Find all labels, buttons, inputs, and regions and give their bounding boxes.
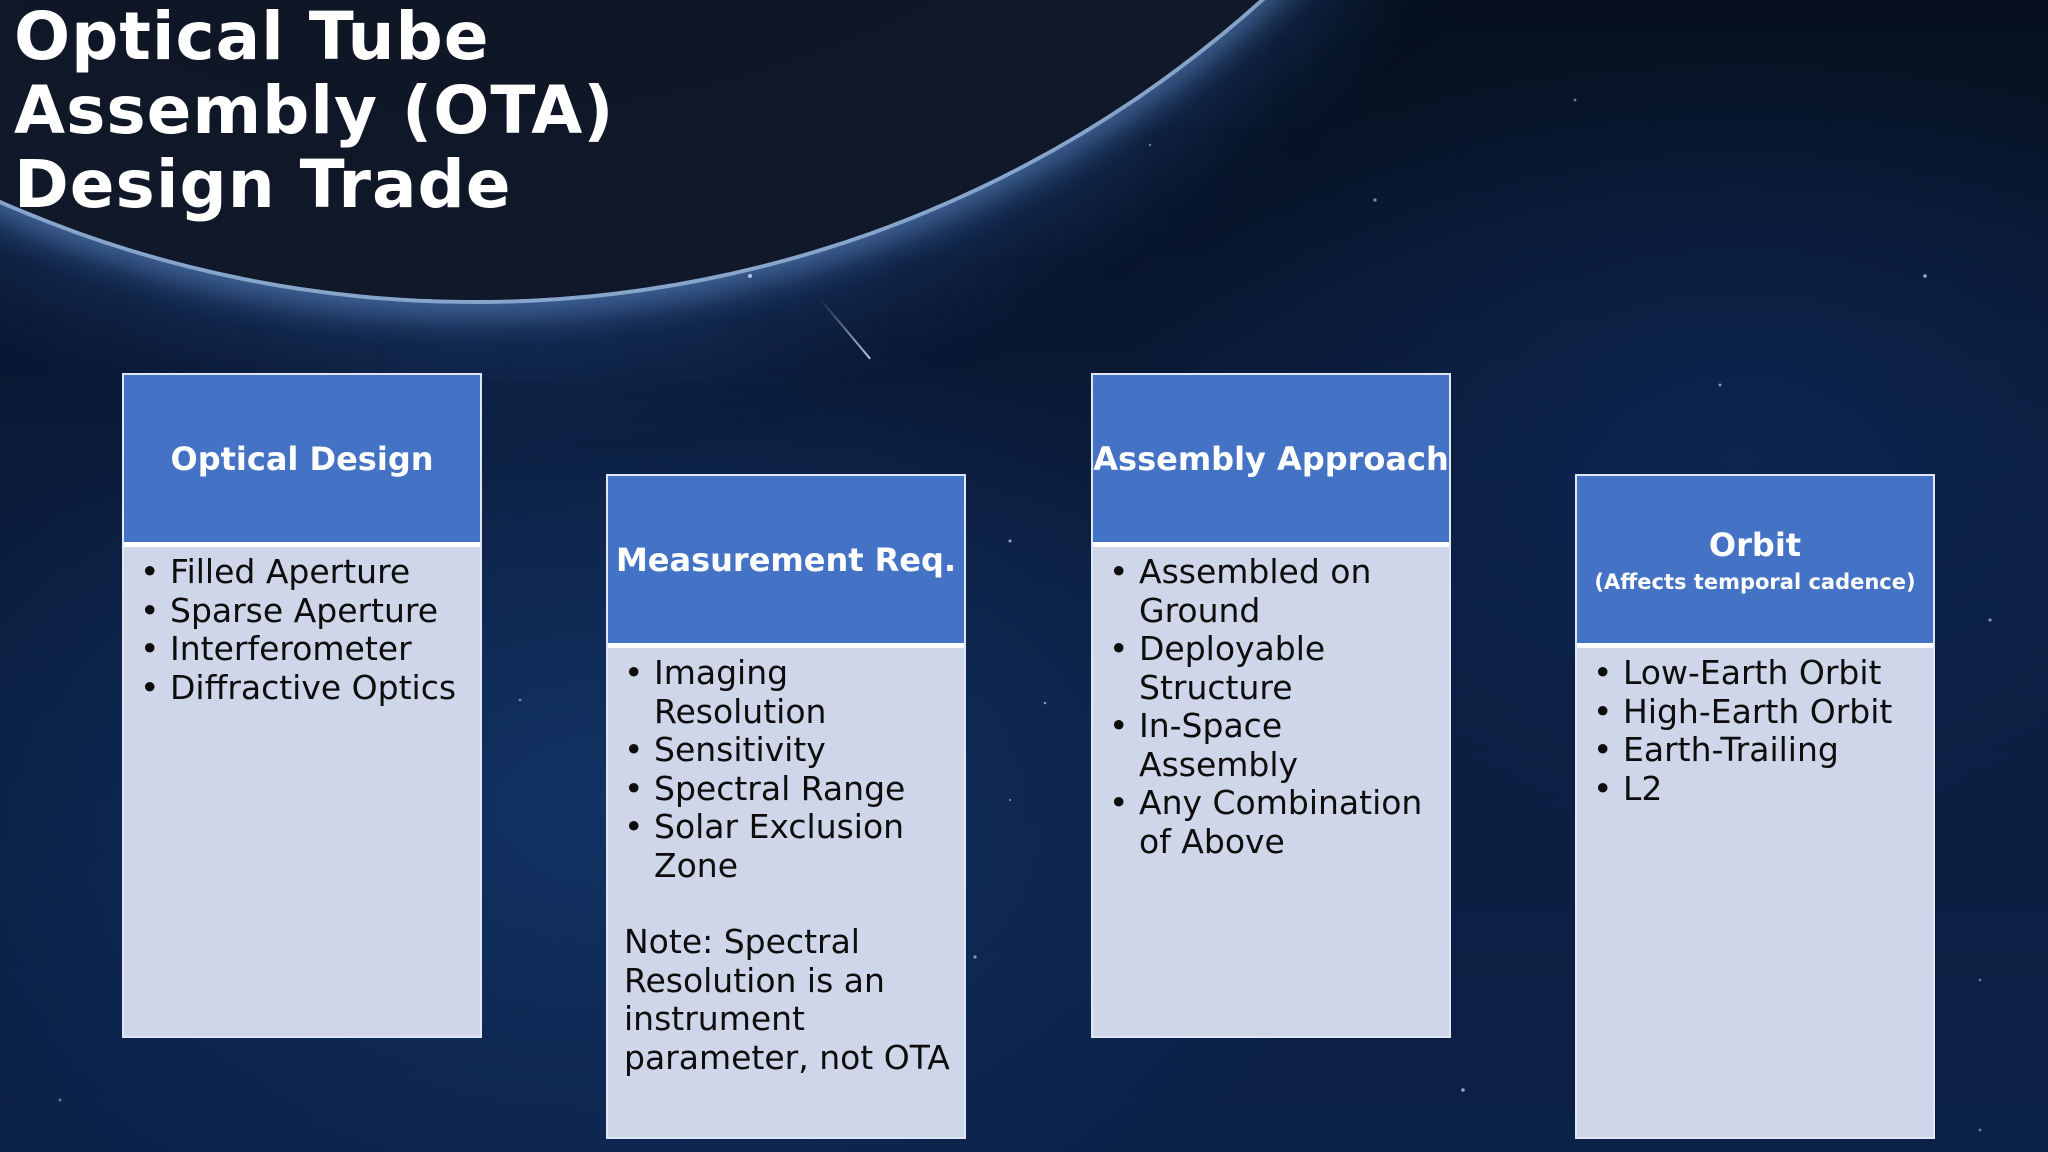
list-item: • Low-Earth Orbit xyxy=(1593,654,1921,693)
list-item: • Any Combination of Above xyxy=(1109,784,1437,861)
card-orbit xyxy=(1575,474,1935,1139)
card-assembly-approach xyxy=(1091,373,1451,1038)
card-title: Optical Design xyxy=(170,439,434,478)
bullet-list xyxy=(140,553,468,707)
list-item: • High-Earth Orbit xyxy=(1593,693,1921,732)
card-measurement-req xyxy=(606,474,966,1139)
card-title: Measurement Req. xyxy=(615,540,957,579)
card-body xyxy=(608,648,964,1077)
bullet-list xyxy=(1109,553,1437,861)
bullet-list xyxy=(624,654,952,885)
list-item: • In-Space Assembly xyxy=(1109,707,1437,784)
title-line-2: Assembly (OTA) xyxy=(14,72,615,149)
card-body xyxy=(1093,547,1449,861)
bullet-list xyxy=(1593,654,1921,808)
card-header xyxy=(124,375,480,547)
card-subtitle: (Affects temporal cadence) xyxy=(1594,569,1916,594)
card-title: Assembly Approach xyxy=(1093,439,1449,478)
list-item: • Sensitivity xyxy=(624,731,952,770)
card-body xyxy=(124,547,480,707)
list-item: • L2 xyxy=(1593,770,1921,809)
list-item: • Spectral Range xyxy=(624,770,952,809)
card-header xyxy=(608,476,964,648)
list-item: • Solar Exclusion Zone xyxy=(624,808,952,885)
card-header xyxy=(1577,476,1933,648)
card-header xyxy=(1093,375,1449,547)
list-item: • Filled Aperture xyxy=(140,553,468,592)
card-note: Note: Spectral Resolution is an instrument parameter, not OTA xyxy=(624,922,950,1077)
card-title: Orbit xyxy=(1708,525,1802,564)
list-item: • Deployable Structure xyxy=(1109,630,1437,707)
list-item: • Diffractive Optics xyxy=(140,669,468,708)
list-item: • Interferometer xyxy=(140,630,468,669)
list-item: • Assembled on Ground xyxy=(1109,553,1437,630)
list-item: • Sparse Aperture xyxy=(140,592,468,631)
slide-title xyxy=(14,0,714,222)
card-optical-design xyxy=(122,373,482,1038)
list-item: • Imaging Resolution xyxy=(624,654,952,731)
title-line-1: Optical Tube xyxy=(14,0,490,75)
card-body xyxy=(1577,648,1933,808)
title-line-3: Design Trade xyxy=(14,146,512,223)
list-item: • Earth-Trailing xyxy=(1593,731,1921,770)
